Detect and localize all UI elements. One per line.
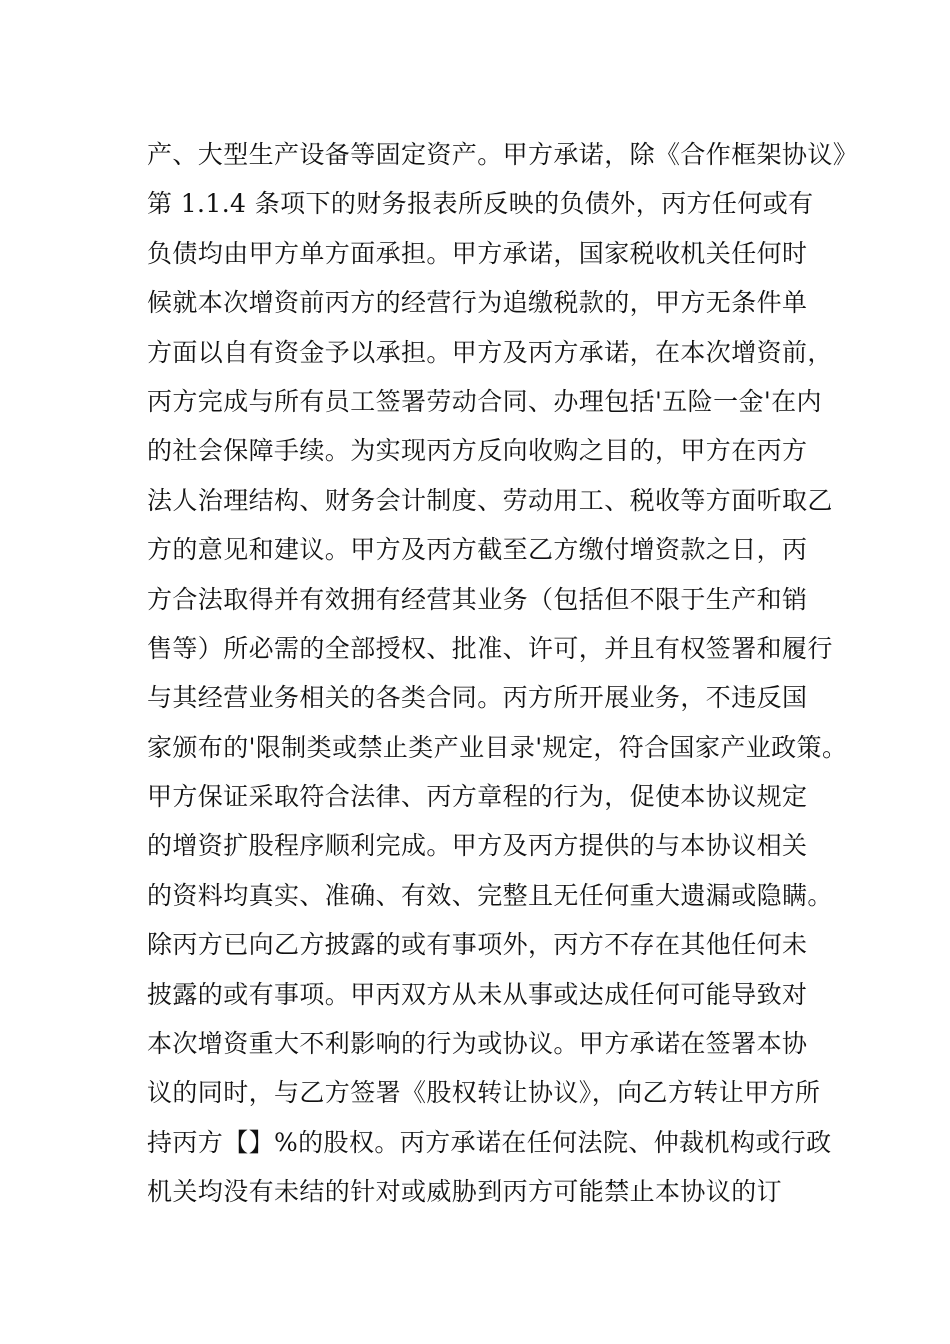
text-line: 方合法取得并有效拥有经营其业务（包括但不限于生产和销	[147, 584, 808, 614]
text-line: 本次增资重大不利影响的行为或协议。甲方承诺在签署本协	[147, 1029, 808, 1059]
text-line: 产、大型生产设备等固定资产。甲方承诺，除《合作框架协议》	[147, 140, 859, 169]
text-line: 的社会保障手续。为实现丙方反向收购之目的，甲方在丙方	[147, 436, 808, 466]
text-line: 甲方保证采取符合法律、丙方章程的行为，促使本协议规定	[147, 782, 808, 812]
text-line: 方面以自有资金予以承担。甲方及丙方承诺，在本次增资前，	[147, 337, 833, 367]
text-line: 第 1.1.4 条项下的财务报表所反映的负债外，丙方任何或有	[147, 189, 814, 219]
text-line: 候就本次增资前丙方的经营行为追缴税款的，甲方无条件单	[147, 288, 808, 318]
text-line: 披露的或有事项。甲丙双方从未从事或达成任何可能导致对	[147, 979, 808, 1009]
text-line: 与其经营业务相关的各类合同。丙方所开展业务，不违反国	[147, 683, 808, 713]
document-body	[147, 130, 859, 1217]
text-line: 负债均由甲方单方面承担。甲方承诺，国家税收机关任何时	[147, 238, 808, 268]
text-line: 议的同时，与乙方签署《股权转让协议》，向乙方转让甲方所	[147, 1078, 821, 1108]
text-line: 持丙方【】%的股权。丙方承诺在任何法院、仲裁机构或行政	[147, 1127, 832, 1157]
text-line: 的资料均真实、准确、有效、完整且无任何重大遗漏或隐瞒。	[147, 880, 833, 910]
text-line: 除丙方已向乙方披露的或有事项外，丙方不存在其他任何未	[147, 930, 808, 960]
text-line: 丙方完成与所有员工签署劳动合同、办理包括'五险一金'在内	[147, 386, 822, 416]
text-line: 家颁布的'限制类或禁止类产业目录'规定，符合国家产业政策。	[147, 732, 848, 762]
text-line: 售等）所必需的全部授权、批准、许可，并且有权签署和履行	[147, 633, 833, 663]
text-line: 方的意见和建议。甲方及丙方截至乙方缴付增资款之日，丙	[147, 535, 808, 565]
text-line: 机关均没有未结的针对或威胁到丙方可能禁止本协议的订	[147, 1177, 783, 1207]
text-line: 的增资扩股程序顺利完成。甲方及丙方提供的与本协议相关	[147, 831, 808, 861]
text-line: 法人治理结构、财务会计制度、劳动用工、税收等方面听取乙	[147, 485, 833, 515]
